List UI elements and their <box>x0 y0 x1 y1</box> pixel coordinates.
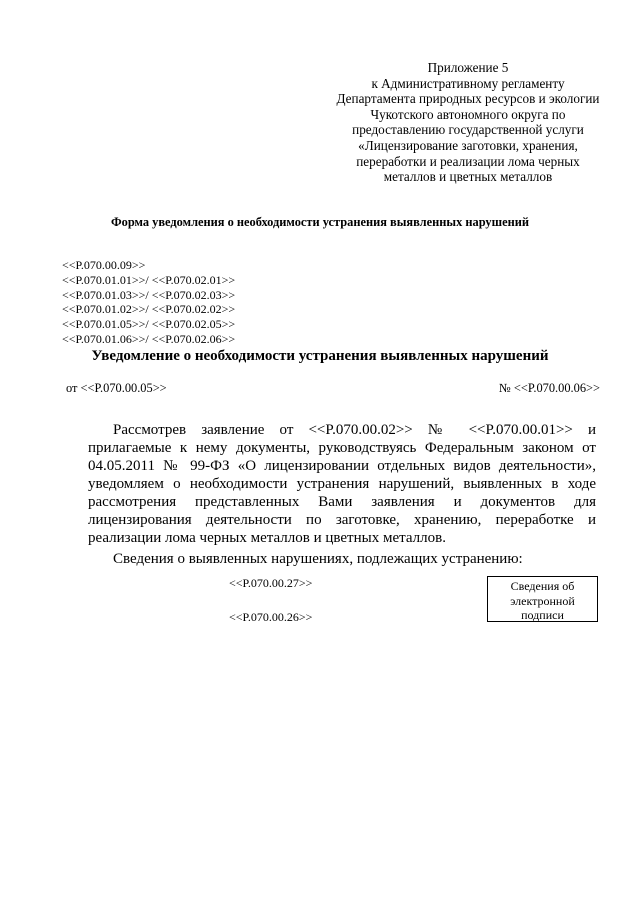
appendix-header <box>318 60 618 185</box>
appendix-line: предоставлению государственной услуги <box>352 122 584 138</box>
violations-field: <<P.070.00.27>> <box>229 576 313 590</box>
form-title: Форма уведомления о необходимости устранения выявленных нарушений <box>110 215 529 229</box>
code-line: <<P.070.01.06>>/ <<P.070.02.06>> <box>62 331 236 346</box>
code-line: <<P.070.01.02>>/ <<P.070.02.02>> <box>62 302 236 317</box>
notice-body <box>88 421 596 568</box>
signature-box-line: электронной <box>510 593 575 608</box>
signature-box-line: подписи <box>521 608 564 622</box>
signature-box-line: Сведения об <box>510 579 575 593</box>
date-field: от <<P.070.00.05>> <box>66 381 167 395</box>
code-line: <<P.070.01.01>>/ <<P.070.02.01>> <box>62 272 236 287</box>
date-number-row <box>66 381 600 396</box>
appendix-line: к Административному регламенту <box>371 75 565 91</box>
code-line: <<P.070.01.03>>/ <<P.070.02.03>> <box>62 287 236 302</box>
appendix-line: Департамента природных ресурсов и экологии <box>336 91 600 107</box>
body-paragraph: Рассмотрев заявление от <<P.070.00.02>> № <<P.070.00.01>> и прилагаемые к нему документы, руководствуясь Федеральным законом от 04.05.2011 № 99-ФЗ «О лицензировании отдельных видов деятельности», уведомляем о необходимости устранения нарушений, выявленных в ходе рассмотрения представленных Вами заявления и документов для лицензирования деятельности по заготовке, хранению, переработке и реализации лома черных металлов и цветных металлов. <box>88 422 596 546</box>
notice-title: Уведомление о необходимости устранения выявленных нарушений <box>91 348 549 364</box>
code-line: <<P.070.00.09>> <box>62 258 146 272</box>
appendix-line: «Лицензирование заготовки, хранения, <box>358 137 578 153</box>
appendix-line: Приложение 5 <box>427 60 509 75</box>
signer-field: <<P.070.00.26>> <box>229 610 313 624</box>
appendix-line: переработки и реализации лома черных <box>356 153 580 169</box>
violations-intro: Сведения о выявленных нарушениях, подлежащих устранению: <box>113 551 523 567</box>
signature-info-box <box>487 576 598 622</box>
code-line: <<P.070.01.05>>/ <<P.070.02.05>> <box>62 317 236 332</box>
number-field: № <<P.070.00.06>> <box>498 381 600 395</box>
appendix-line: металлов и цветных металлов <box>383 169 553 185</box>
appendix-line: Чукотского автономного округа по <box>370 106 566 122</box>
recipient-codes <box>62 258 235 347</box>
